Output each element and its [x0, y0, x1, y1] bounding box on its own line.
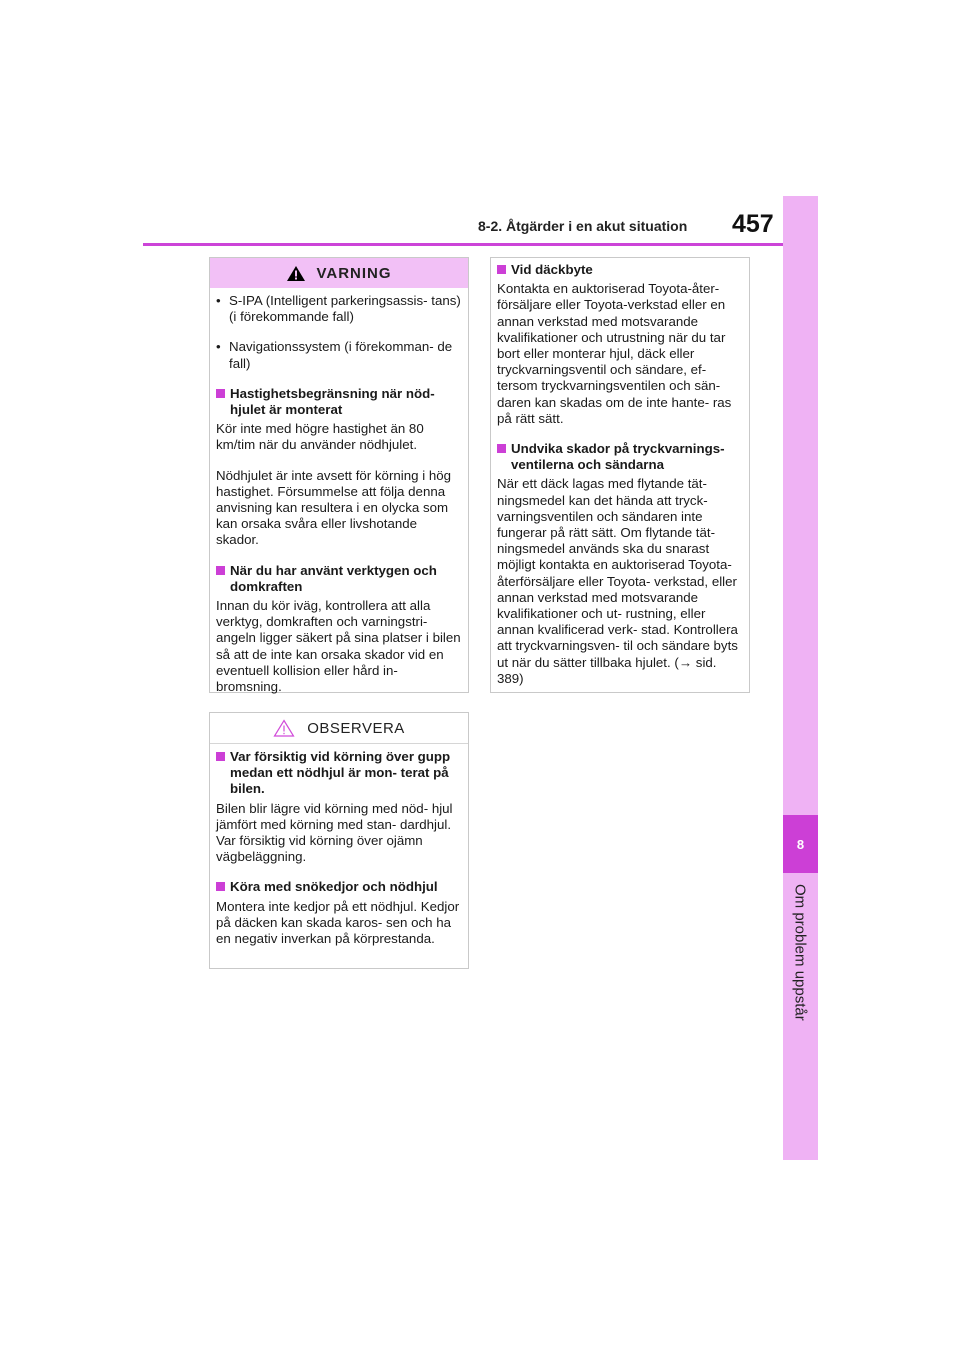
notice-header: [210, 713, 468, 744]
list-item: [216, 339, 462, 371]
warning-box: [209, 257, 469, 693]
header-divider: [143, 243, 783, 246]
section-heading-text: När du har använt verktygen och domkraften: [230, 562, 437, 594]
section-heading: [216, 879, 462, 895]
section-heading: [497, 441, 743, 473]
section-heading-text: Undvika skador på tryckvarnings- ventilerna och sändarna: [511, 441, 725, 473]
magenta-square-icon: [497, 265, 506, 274]
notice-title: OBSERVERA: [307, 719, 405, 737]
section-title: 8-2. Åtgärder i en akut situation: [478, 218, 688, 234]
warning-header: [210, 258, 468, 288]
magenta-square-icon: [216, 389, 225, 398]
bullet-text: Navigationssystem (i förekomman- de fall): [229, 339, 453, 371]
paragraph: Nödhjulet är inte avsett för körning i hög hastighet. Försummelse att följa denna anvisning kan resultera i en olycka som kan orsaka svåra eller livshotande skador.: [216, 467, 452, 548]
paragraph: När ett däck lagas med flytande tät- ningsmedel kan det hända att tryck- varningsventilen och sändaren inte fungerar på rätt sätt. Om flytande tät- ningsmedel används ska du snarast möjligt kontakta en auktoriserad Toyota-återförsäljare eller Toyota- verkstad, eller annan verkstad med motsvarande kvalifikationer och ut- rustning, eller annan kvalificerad verk- stad. Kontrollera att tryckvarningsven- til och sändare byts ut när du sätter tillbaka hjulet. (→ sid. 389): [497, 476, 738, 686]
chapter-number-tab[interactable]: 8: [783, 815, 818, 873]
chapter-title-vertical: Om problem uppstår: [791, 884, 809, 1021]
continued-warning-box: [490, 257, 750, 693]
magenta-square-icon: [216, 882, 225, 891]
bullet-dot: •: [216, 293, 221, 308]
magenta-square-icon: [216, 752, 225, 761]
paragraph: Montera inte kedjor på ett nödhjul. Kedjor på däcken kan skada karos- sen och ha en negativ inverkan på körprestanda.: [216, 898, 460, 947]
notice-box: [209, 712, 469, 969]
magenta-square-icon: [216, 566, 225, 575]
section-heading-text: Vid däckbyte: [511, 262, 593, 277]
paragraph: Bilen blir lägre vid körning med nöd- hjul jämfört med körning med stan- dardhjul. Var försiktig vid körning över ojämn vägbeläggning.: [216, 800, 453, 865]
bullet-dot: •: [216, 339, 221, 355]
section-heading: [216, 386, 462, 418]
page-number: 457: [732, 210, 774, 238]
section-heading: [497, 262, 743, 278]
bullet-text: S-IPA (Intelligent parkeringsassis- tans) (i förekommande fall): [229, 293, 461, 325]
magenta-square-icon: [497, 444, 506, 453]
list-item: [216, 293, 462, 325]
paragraph: Kontakta en auktoriserad Toyota-åter- försäljare eller Toyota-verkstad eller en annan verkstad med motsvarande kvalifikationer och utrustning när du tar bort eller monterar hjul, däck eller tryckvarningsventil och sändare, ef- tersom tryckvarningsventilen och sän- daren kan skadas om de inte hante- ras på rätt sätt.: [497, 281, 732, 426]
caution-outline-icon: [273, 719, 295, 737]
paragraph: Kör inte med högre hastighet än 80 km/tim när du använder nödhjulet.: [216, 421, 424, 453]
warning-triangle-icon: [286, 265, 306, 282]
section-heading: [216, 749, 462, 798]
section-heading-text: Köra med snökedjor och nödhjul: [230, 879, 438, 895]
section-heading-text: Var försiktig vid körning över gupp medan ett nödhjul är mon- terat på bilen.: [230, 749, 451, 797]
section-heading: [216, 563, 462, 595]
paragraph: Innan du kör iväg, kontrollera att alla verktyg, domkraften och varningstri- angeln ligger säkert på sina platser i bilen så att de inte kan orsaka skador vid en eventuell kollision eller hård in- bromsning.: [216, 598, 461, 695]
warning-title: VARNING: [316, 264, 392, 282]
section-heading-text: Hastighetsbegränsning när nöd- hjulet är monterat: [230, 385, 435, 418]
